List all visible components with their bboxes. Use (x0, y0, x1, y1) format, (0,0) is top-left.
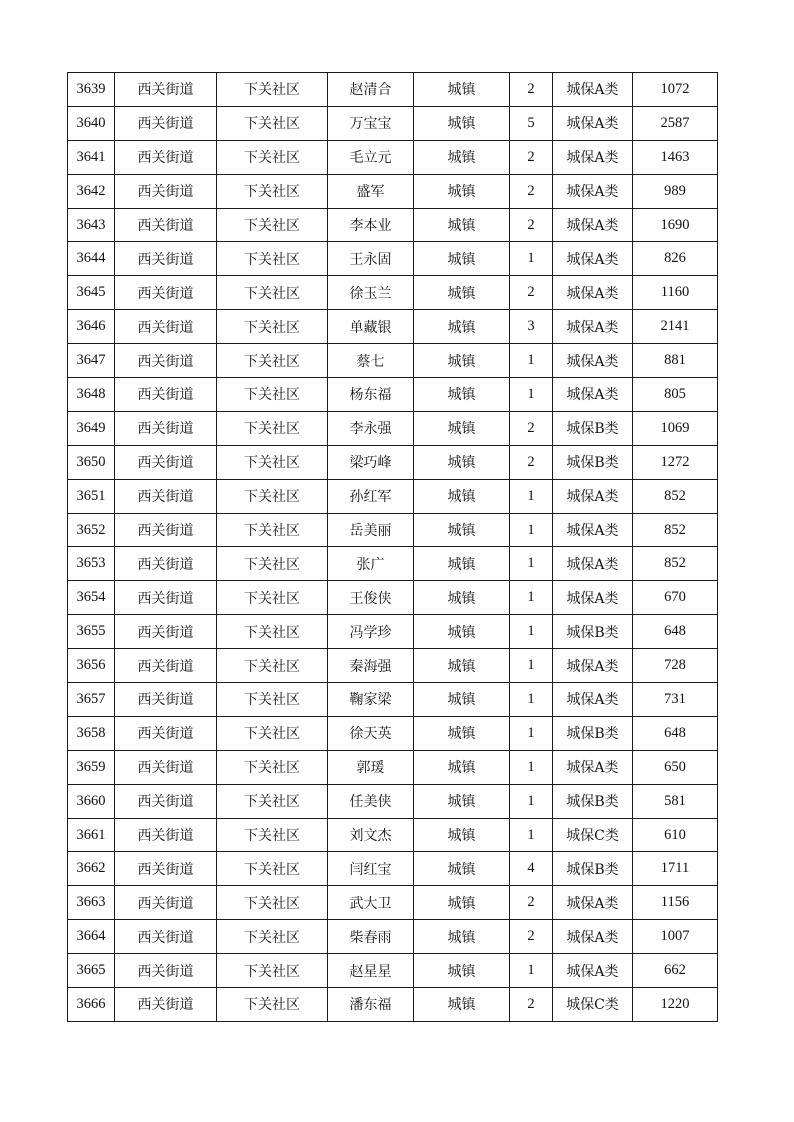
cell-household-size: 2 (510, 988, 553, 1022)
cell-serial-number: 3655 (68, 615, 115, 649)
cell-area-type: 城镇 (414, 106, 510, 140)
cell-street: 西关街道 (115, 649, 217, 683)
table-row (68, 411, 718, 445)
cell-person-name: 李永强 (328, 411, 414, 445)
table-row (68, 716, 718, 750)
cell-person-name: 潘东福 (328, 988, 414, 1022)
cell-street: 西关街道 (115, 784, 217, 818)
cell-street: 西关街道 (115, 818, 217, 852)
cell-amount: 731 (633, 683, 718, 717)
cell-area-type: 城镇 (414, 242, 510, 276)
table-row (68, 73, 718, 107)
table-row (68, 784, 718, 818)
cell-serial-number: 3660 (68, 784, 115, 818)
cell-amount: 1160 (633, 276, 718, 310)
table-row (68, 242, 718, 276)
cell-amount: 989 (633, 174, 718, 208)
cell-amount: 581 (633, 784, 718, 818)
cell-insurance-category: 城保C类 (553, 988, 633, 1022)
cell-area-type: 城镇 (414, 378, 510, 412)
cell-person-name: 徐天英 (328, 716, 414, 750)
cell-community: 下关社区 (217, 581, 328, 615)
cell-household-size: 2 (510, 445, 553, 479)
table-row (68, 513, 718, 547)
table-row (68, 445, 718, 479)
cell-serial-number: 3666 (68, 988, 115, 1022)
cell-community: 下关社区 (217, 547, 328, 581)
cell-person-name: 柴春雨 (328, 920, 414, 954)
cell-community: 下关社区 (217, 344, 328, 378)
cell-household-size: 1 (510, 242, 553, 276)
cell-community: 下关社区 (217, 716, 328, 750)
cell-amount: 1690 (633, 208, 718, 242)
cell-amount: 1069 (633, 411, 718, 445)
cell-community: 下关社区 (217, 818, 328, 852)
cell-area-type: 城镇 (414, 581, 510, 615)
cell-person-name: 闫红宝 (328, 852, 414, 886)
cell-community: 下关社区 (217, 378, 328, 412)
cell-area-type: 城镇 (414, 954, 510, 988)
cell-household-size: 1 (510, 750, 553, 784)
table-row (68, 886, 718, 920)
cell-amount: 881 (633, 344, 718, 378)
cell-insurance-category: 城保B类 (553, 852, 633, 886)
cell-serial-number: 3650 (68, 445, 115, 479)
cell-person-name: 单藏银 (328, 310, 414, 344)
table-body (68, 73, 718, 1022)
cell-person-name: 秦海强 (328, 649, 414, 683)
cell-person-name: 鞠家梁 (328, 683, 414, 717)
table-row (68, 479, 718, 513)
cell-insurance-category: 城保A类 (553, 886, 633, 920)
table-row (68, 649, 718, 683)
cell-insurance-category: 城保C类 (553, 818, 633, 852)
cell-amount: 1272 (633, 445, 718, 479)
cell-street: 西关街道 (115, 310, 217, 344)
cell-street: 西关街道 (115, 954, 217, 988)
table-row (68, 750, 718, 784)
cell-amount: 826 (633, 242, 718, 276)
cell-household-size: 1 (510, 547, 553, 581)
cell-amount: 2587 (633, 106, 718, 140)
cell-insurance-category: 城保A类 (553, 954, 633, 988)
cell-person-name: 岳美丽 (328, 513, 414, 547)
cell-serial-number: 3656 (68, 649, 115, 683)
cell-street: 西关街道 (115, 174, 217, 208)
cell-insurance-category: 城保A类 (553, 750, 633, 784)
cell-amount: 852 (633, 479, 718, 513)
cell-amount: 1220 (633, 988, 718, 1022)
cell-person-name: 王永固 (328, 242, 414, 276)
cell-community: 下关社区 (217, 276, 328, 310)
cell-area-type: 城镇 (414, 784, 510, 818)
cell-person-name: 赵清合 (328, 73, 414, 107)
cell-amount: 1007 (633, 920, 718, 954)
table-row (68, 344, 718, 378)
cell-area-type: 城镇 (414, 411, 510, 445)
cell-person-name: 刘文杰 (328, 818, 414, 852)
cell-insurance-category: 城保A类 (553, 208, 633, 242)
cell-household-size: 1 (510, 513, 553, 547)
cell-amount: 662 (633, 954, 718, 988)
cell-household-size: 3 (510, 310, 553, 344)
cell-insurance-category: 城保A类 (553, 683, 633, 717)
cell-street: 西关街道 (115, 988, 217, 1022)
cell-insurance-category: 城保A类 (553, 581, 633, 615)
cell-area-type: 城镇 (414, 750, 510, 784)
cell-street: 西关街道 (115, 852, 217, 886)
cell-household-size: 1 (510, 378, 553, 412)
cell-person-name: 蔡七 (328, 344, 414, 378)
cell-serial-number: 3639 (68, 73, 115, 107)
cell-person-name: 张广 (328, 547, 414, 581)
cell-serial-number: 3659 (68, 750, 115, 784)
cell-household-size: 1 (510, 649, 553, 683)
cell-serial-number: 3642 (68, 174, 115, 208)
cell-household-size: 1 (510, 818, 553, 852)
cell-serial-number: 3643 (68, 208, 115, 242)
cell-person-name: 孙红军 (328, 479, 414, 513)
table-row (68, 920, 718, 954)
cell-insurance-category: 城保B类 (553, 411, 633, 445)
cell-street: 西关街道 (115, 615, 217, 649)
table-row (68, 615, 718, 649)
table-row (68, 581, 718, 615)
cell-person-name: 王俊侠 (328, 581, 414, 615)
table-row (68, 208, 718, 242)
cell-street: 西关街道 (115, 276, 217, 310)
cell-street: 西关街道 (115, 140, 217, 174)
cell-community: 下关社区 (217, 852, 328, 886)
table-row (68, 140, 718, 174)
cell-serial-number: 3645 (68, 276, 115, 310)
cell-household-size: 4 (510, 852, 553, 886)
cell-area-type: 城镇 (414, 988, 510, 1022)
cell-household-size: 2 (510, 411, 553, 445)
cell-area-type: 城镇 (414, 276, 510, 310)
cell-serial-number: 3662 (68, 852, 115, 886)
cell-serial-number: 3647 (68, 344, 115, 378)
table-row (68, 276, 718, 310)
cell-amount: 852 (633, 513, 718, 547)
beneficiary-table (67, 72, 718, 1022)
cell-amount: 728 (633, 649, 718, 683)
cell-serial-number: 3657 (68, 683, 115, 717)
cell-insurance-category: 城保A类 (553, 140, 633, 174)
cell-household-size: 2 (510, 886, 553, 920)
table-row (68, 378, 718, 412)
cell-insurance-category: 城保A类 (553, 344, 633, 378)
table-row (68, 683, 718, 717)
cell-person-name: 毛立元 (328, 140, 414, 174)
cell-person-name: 赵星星 (328, 954, 414, 988)
cell-serial-number: 3640 (68, 106, 115, 140)
cell-household-size: 1 (510, 344, 553, 378)
cell-person-name: 武大卫 (328, 886, 414, 920)
cell-community: 下关社区 (217, 513, 328, 547)
cell-area-type: 城镇 (414, 649, 510, 683)
cell-area-type: 城镇 (414, 310, 510, 344)
table-row (68, 852, 718, 886)
cell-area-type: 城镇 (414, 716, 510, 750)
cell-household-size: 2 (510, 276, 553, 310)
cell-street: 西关街道 (115, 106, 217, 140)
cell-area-type: 城镇 (414, 615, 510, 649)
cell-area-type: 城镇 (414, 344, 510, 378)
cell-area-type: 城镇 (414, 683, 510, 717)
cell-amount: 1463 (633, 140, 718, 174)
cell-amount: 1711 (633, 852, 718, 886)
cell-household-size: 2 (510, 174, 553, 208)
cell-household-size: 1 (510, 954, 553, 988)
cell-community: 下关社区 (217, 174, 328, 208)
cell-community: 下关社区 (217, 920, 328, 954)
cell-amount: 670 (633, 581, 718, 615)
cell-insurance-category: 城保A类 (553, 513, 633, 547)
cell-community: 下关社区 (217, 784, 328, 818)
cell-insurance-category: 城保B类 (553, 445, 633, 479)
cell-community: 下关社区 (217, 988, 328, 1022)
cell-insurance-category: 城保A类 (553, 174, 633, 208)
cell-serial-number: 3665 (68, 954, 115, 988)
cell-serial-number: 3661 (68, 818, 115, 852)
cell-street: 西关街道 (115, 208, 217, 242)
cell-area-type: 城镇 (414, 479, 510, 513)
cell-community: 下关社区 (217, 615, 328, 649)
cell-serial-number: 3652 (68, 513, 115, 547)
cell-street: 西关街道 (115, 716, 217, 750)
cell-community: 下关社区 (217, 649, 328, 683)
cell-street: 西关街道 (115, 547, 217, 581)
cell-street: 西关街道 (115, 242, 217, 276)
cell-street: 西关街道 (115, 344, 217, 378)
cell-serial-number: 3664 (68, 920, 115, 954)
cell-person-name: 任美侠 (328, 784, 414, 818)
cell-street: 西关街道 (115, 920, 217, 954)
cell-serial-number: 3641 (68, 140, 115, 174)
cell-community: 下关社区 (217, 73, 328, 107)
cell-community: 下关社区 (217, 683, 328, 717)
cell-street: 西关街道 (115, 445, 217, 479)
cell-insurance-category: 城保A类 (553, 378, 633, 412)
cell-serial-number: 3651 (68, 479, 115, 513)
cell-area-type: 城镇 (414, 547, 510, 581)
table-row (68, 310, 718, 344)
cell-household-size: 1 (510, 716, 553, 750)
cell-area-type: 城镇 (414, 886, 510, 920)
cell-area-type: 城镇 (414, 445, 510, 479)
cell-person-name: 盛军 (328, 174, 414, 208)
cell-household-size: 1 (510, 683, 553, 717)
cell-serial-number: 3654 (68, 581, 115, 615)
cell-amount: 648 (633, 716, 718, 750)
cell-person-name: 冯学珍 (328, 615, 414, 649)
table-row (68, 954, 718, 988)
cell-serial-number: 3649 (68, 411, 115, 445)
cell-area-type: 城镇 (414, 852, 510, 886)
cell-amount: 648 (633, 615, 718, 649)
cell-insurance-category: 城保A类 (553, 547, 633, 581)
cell-serial-number: 3658 (68, 716, 115, 750)
cell-serial-number: 3653 (68, 547, 115, 581)
cell-insurance-category: 城保B类 (553, 784, 633, 818)
cell-community: 下关社区 (217, 208, 328, 242)
cell-street: 西关街道 (115, 513, 217, 547)
cell-person-name: 郭瑗 (328, 750, 414, 784)
cell-person-name: 徐玉兰 (328, 276, 414, 310)
cell-community: 下关社区 (217, 445, 328, 479)
cell-household-size: 2 (510, 73, 553, 107)
table-row (68, 106, 718, 140)
cell-community: 下关社区 (217, 140, 328, 174)
cell-household-size: 1 (510, 581, 553, 615)
cell-community: 下关社区 (217, 411, 328, 445)
cell-amount: 805 (633, 378, 718, 412)
cell-serial-number: 3663 (68, 886, 115, 920)
cell-person-name: 梁巧峰 (328, 445, 414, 479)
cell-insurance-category: 城保A类 (553, 242, 633, 276)
cell-serial-number: 3648 (68, 378, 115, 412)
cell-area-type: 城镇 (414, 818, 510, 852)
cell-community: 下关社区 (217, 954, 328, 988)
cell-street: 西关街道 (115, 886, 217, 920)
cell-community: 下关社区 (217, 242, 328, 276)
cell-household-size: 1 (510, 615, 553, 649)
cell-street: 西关街道 (115, 581, 217, 615)
cell-street: 西关街道 (115, 411, 217, 445)
cell-person-name: 万宝宝 (328, 106, 414, 140)
cell-street: 西关街道 (115, 479, 217, 513)
cell-insurance-category: 城保B类 (553, 615, 633, 649)
cell-area-type: 城镇 (414, 513, 510, 547)
cell-household-size: 2 (510, 208, 553, 242)
cell-serial-number: 3646 (68, 310, 115, 344)
cell-amount: 852 (633, 547, 718, 581)
cell-person-name: 李本业 (328, 208, 414, 242)
cell-household-size: 5 (510, 106, 553, 140)
table-row (68, 818, 718, 852)
table-row (68, 547, 718, 581)
table-row (68, 988, 718, 1022)
cell-insurance-category: 城保A类 (553, 73, 633, 107)
cell-amount: 610 (633, 818, 718, 852)
cell-amount: 1156 (633, 886, 718, 920)
cell-serial-number: 3644 (68, 242, 115, 276)
cell-street: 西关街道 (115, 750, 217, 784)
cell-household-size: 1 (510, 479, 553, 513)
cell-amount: 650 (633, 750, 718, 784)
cell-person-name: 杨东福 (328, 378, 414, 412)
cell-insurance-category: 城保A类 (553, 479, 633, 513)
cell-area-type: 城镇 (414, 140, 510, 174)
cell-street: 西关街道 (115, 378, 217, 412)
cell-community: 下关社区 (217, 106, 328, 140)
cell-area-type: 城镇 (414, 73, 510, 107)
cell-insurance-category: 城保A类 (553, 106, 633, 140)
cell-area-type: 城镇 (414, 208, 510, 242)
cell-household-size: 2 (510, 920, 553, 954)
cell-insurance-category: 城保A类 (553, 920, 633, 954)
table-row (68, 174, 718, 208)
cell-household-size: 1 (510, 784, 553, 818)
cell-community: 下关社区 (217, 479, 328, 513)
cell-community: 下关社区 (217, 750, 328, 784)
cell-insurance-category: 城保A类 (553, 649, 633, 683)
cell-insurance-category: 城保A类 (553, 310, 633, 344)
cell-insurance-category: 城保A类 (553, 276, 633, 310)
cell-area-type: 城镇 (414, 174, 510, 208)
cell-street: 西关街道 (115, 683, 217, 717)
cell-area-type: 城镇 (414, 920, 510, 954)
cell-amount: 1072 (633, 73, 718, 107)
cell-community: 下关社区 (217, 886, 328, 920)
cell-amount: 2141 (633, 310, 718, 344)
cell-street: 西关街道 (115, 73, 217, 107)
cell-insurance-category: 城保B类 (553, 716, 633, 750)
cell-community: 下关社区 (217, 310, 328, 344)
cell-household-size: 2 (510, 140, 553, 174)
